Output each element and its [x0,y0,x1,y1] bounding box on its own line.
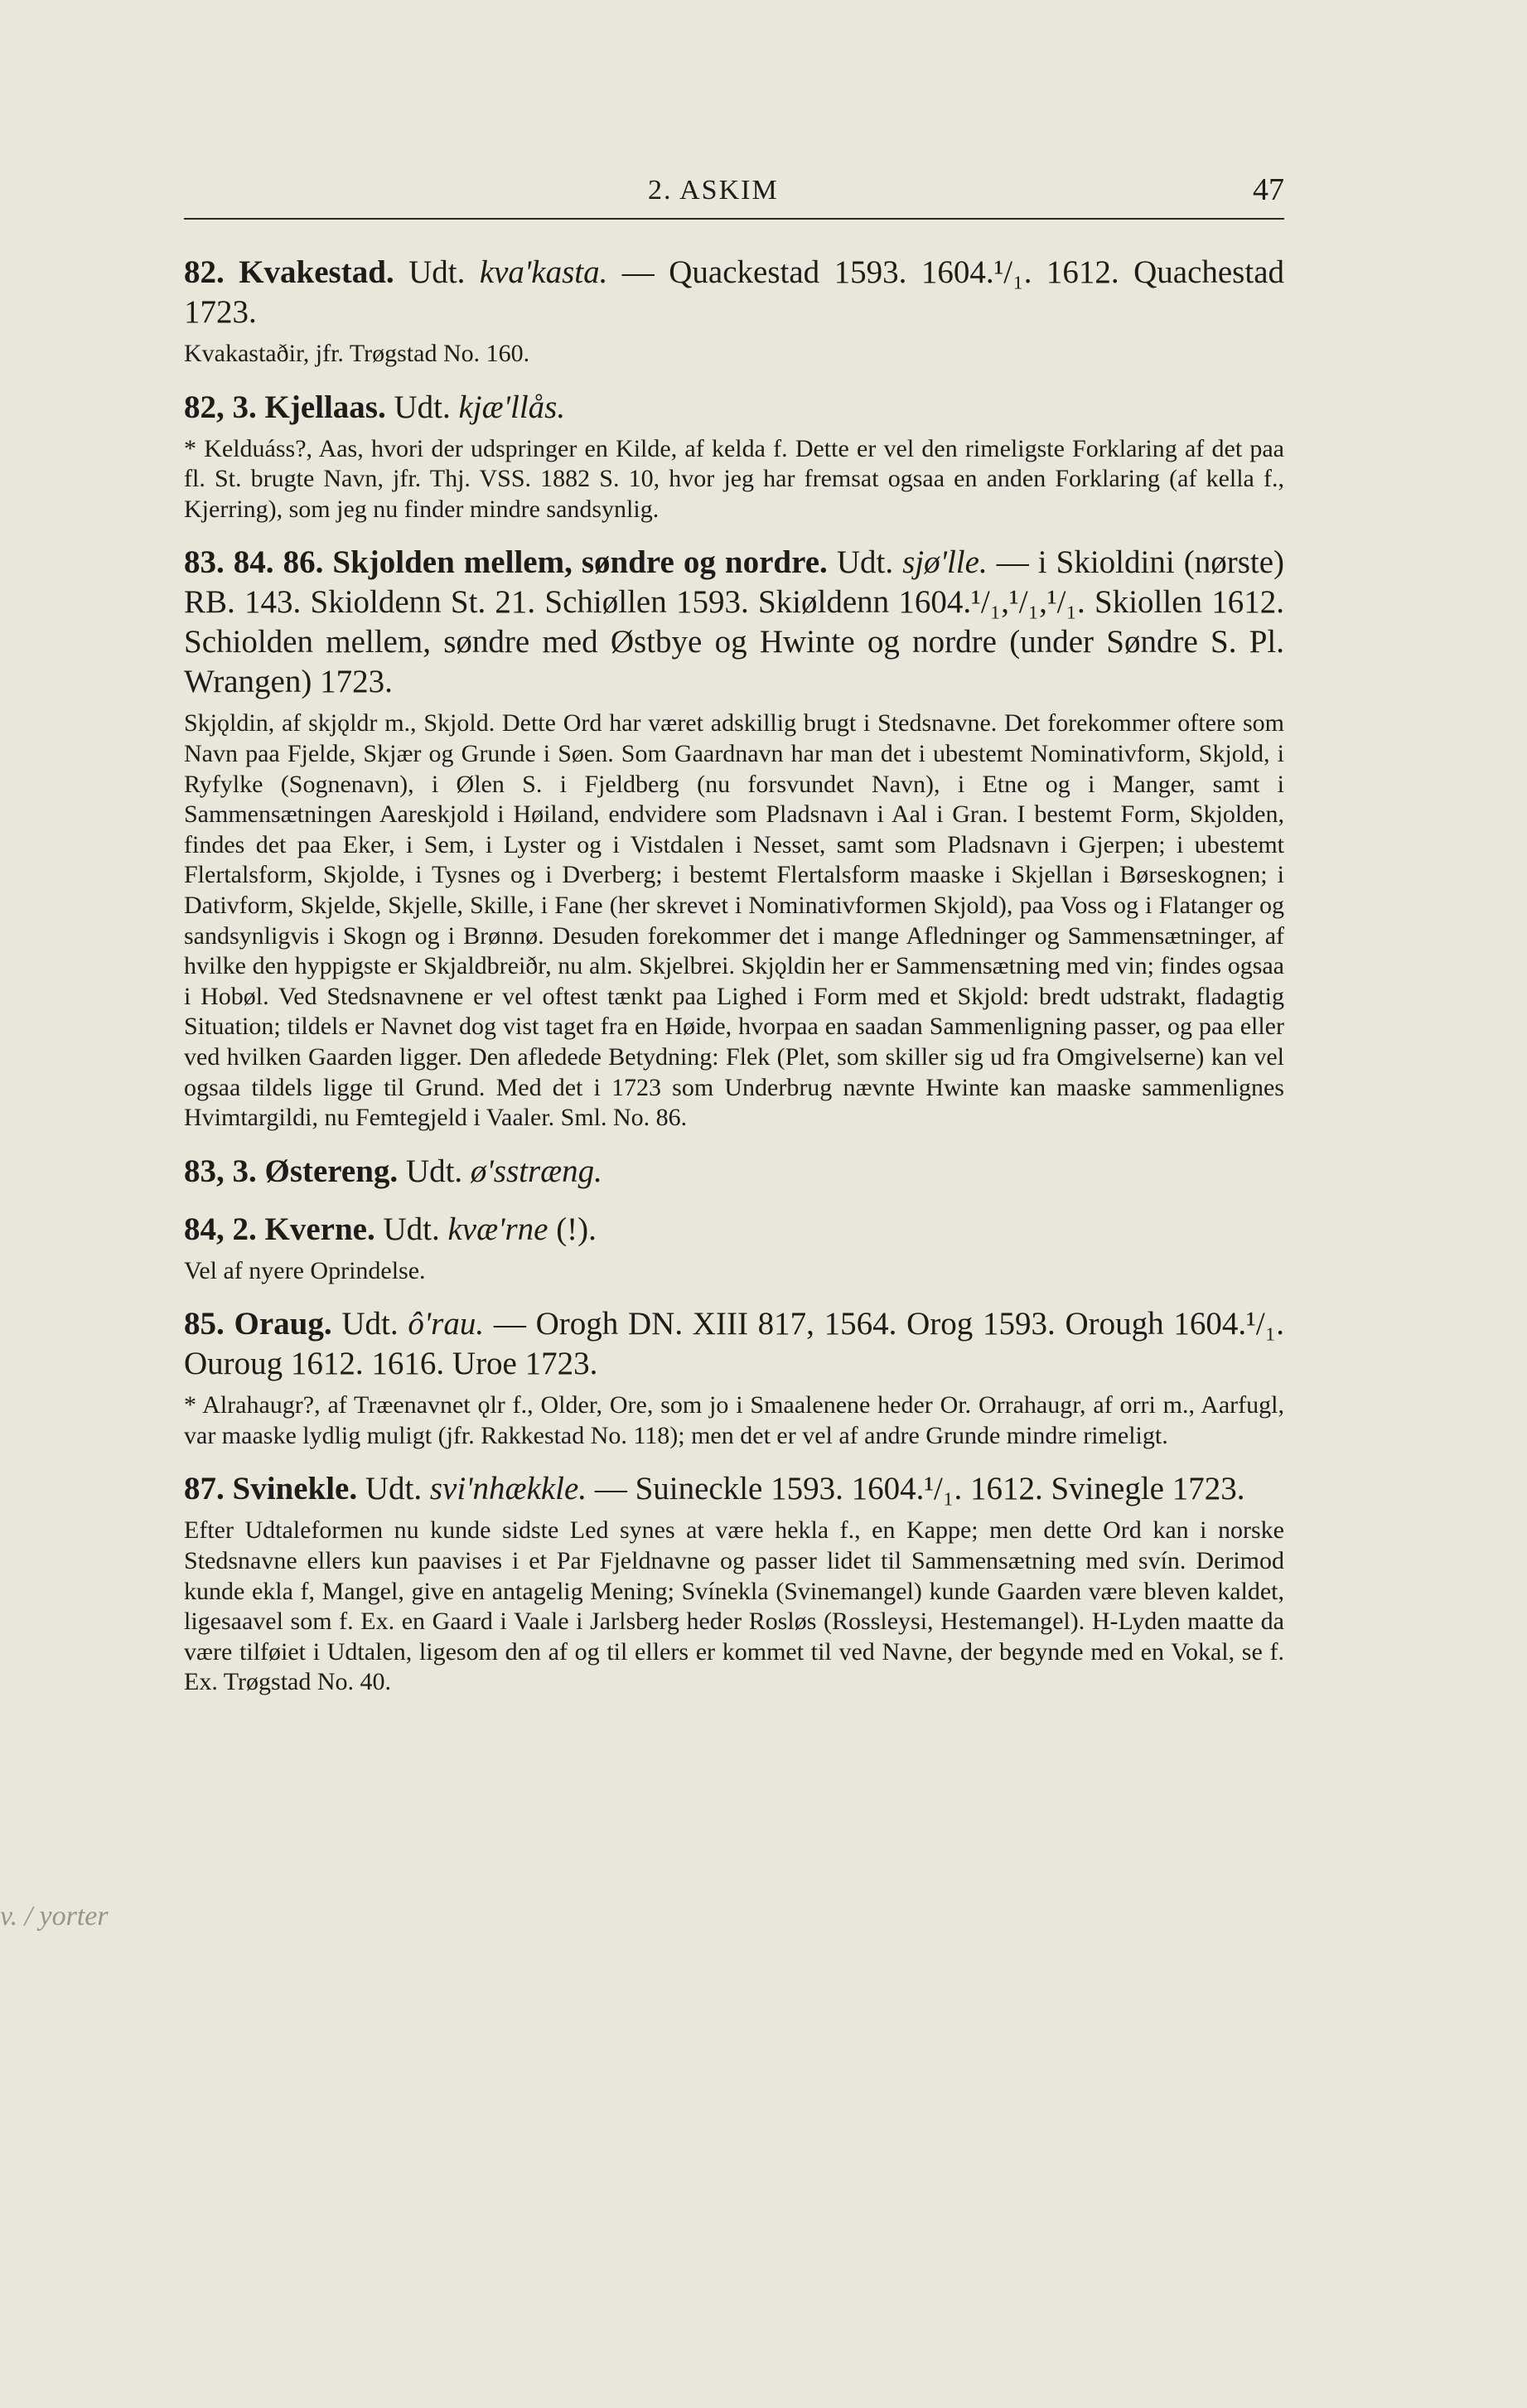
entry-84-2 [184,1210,1284,1287]
entry-name: Kverne. [264,1211,375,1247]
entry-number: 82. [184,254,225,290]
pronunciation: kvæ'rne [447,1211,548,1247]
pronunciation: svi'nhækkle. [429,1471,587,1507]
udt-label: Udt. [836,544,894,581]
entry-name: Oraug. [234,1306,332,1342]
udt-label: Udt. [383,1211,440,1247]
entry-body: Vel af nyere Oprindelse. [184,1256,426,1284]
entry-name: Kvakestad. [239,254,394,290]
udt-label: Udt. [341,1306,399,1342]
entry-name: Kjellaas. [264,389,386,425]
entry-name: Skjolden mellem, søndre og nordre. [332,544,828,581]
entry-83-84-86 [184,543,1284,1133]
entry-body: * Alrahaugr?, af Træenavnet ǫlr f., Older, Ore, som jo i Smaalenene heder Or. Orrahaugr, af orri m., Aarfugl, var maaske lydlig muligt (jfr. Rakkestad No. 118); men det er vel af andre Grunde mindre rimeligt. [184,1391,1284,1449]
entry-name: Østereng. [264,1153,399,1189]
entry-heading [184,253,1284,332]
historical-forms: — Quackestad 1593. 1604.¹/₁. 1612. Quachestad 1723. [184,254,1285,330]
pronunciation: kva'kasta. [479,254,608,290]
page [184,170,1284,1698]
udt-label: Udt. [365,1471,423,1507]
entry-body: * Kelduáss?, Aas, hvori der udspringer en Kilde, af kelda f. Dette er vel den rimeligste Forklaring af det paa fl. St. brugte Navn, jfr. Thj. VSS. 1882 S. 10, hvor jeg har fremsat ogsaa en anden Forklaring (af kella f., Kjerring), som jeg nu finder mindre sandsynlig. [184,434,1284,523]
historical-forms: (!). [548,1211,597,1247]
entry-number: 83. 84. 86. [184,544,324,581]
entry-heading [184,1152,1284,1192]
entry-body: Kvakastaðir, jfr. Trøgstad No. 160. [184,340,530,367]
page-number: 47 [1253,172,1284,207]
historical-forms: — Orogh DN. XIII 817, 1564. Orog 1593. Orough 1604.¹/₁. Ouroug 1612. 1616. Uroe 1723. [184,1306,1285,1382]
margin-pencil-note: v. / yorter [0,1901,109,1932]
udt-label: Udt. [394,389,451,425]
pronunciation: kjæ'llås. [458,389,566,425]
entry-number: 83, 3. [184,1153,257,1189]
entry-body: Skjǫldin, af skjǫldr m., Skjold. Dette Ord har været adskillig brugt i Stedsnavne. Det forekommer oftere som Navn paa Fjelde, Skjær og Grunde i Søen. Som Gaardnavn har man det i ubestemt Nominativform, Skjold, i Ryfylke (Sognenavn), i Ølen S. i Fjeldberg (nu forsvundet Navn), i Etne og i Manger, samt i Sammensætningen Aareskjold i Høiland, endvidere som Pladsnavn i Aal i Gran. I bestemt Form, Skjolden, findes det paa Eker, i Sem, i Lyster og i Vistdalen i Nesset, samt som Pladsnavn i Gjerpen; i ubestemt Flertalsform, Skjolde, i Tysnes og i Dverberg; i bestemt Flertalsform maaske i Skjellan i Børseskognen; i Dativform, Skjelde, Skjelle, Skille, i Fane (her skrevet i Nominativformen Skjold), paa Voss og i Flatanger og sandsynligvis i Skogn og i Brønnø. Desuden forekommer det i mange Afledninger og Sammensætninger, af hvilke den hyppigste er Skjaldbreiðr, nu alm. Skjelbrei. Skjǫldin her er Sammensætning med vin; findes ogsaa i Hobøl. Ved Stedsnavnene er vel oftest tænkt paa Lighed i Form med et Skjold: bredt udstrakt, fladagtig Situation; tildels er Navnet dog vist taget fra en Høide, hvorpaa en saadan Sammenligning passer, og paa eller ved hvilken Gaarden ligger. Den afledede Betydning: Flek (Plet, som skiller sig ud fra Omgivelserne) kan vel ogsaa tildels ligge til Grund. Med det i 1723 som Underbrug nævnte Hwinte kan maaske sammenlignes Hvimtargildi, nu Femtegjeld i Vaaler. Sml. No. 86. [184,709,1284,1132]
entry-heading [184,1210,1284,1250]
entry-number: 85. [184,1306,225,1342]
running-title: 2. ASKIM [648,175,779,206]
entry-82-3 [184,388,1284,525]
pronunciation: sjø'lle. [902,544,988,581]
udt-label: Udt. [405,1153,463,1189]
entry-heading [184,388,1284,428]
historical-forms: — i Skioldini (nørste) RB. 143. Skioldenn St. 21. Schiøllen 1593. Skiøldenn 1604.¹/₁,¹/₁,¹/₁. Skiollen 1612. Schiolden mellem, søndre med Østbye og Hwinte og nordre (under Søndre S. Pl. Wrangen) 1723. [184,544,1285,700]
entry-number: 84, 2. [184,1211,257,1247]
entry-heading [184,543,1284,702]
udt-label: Udt. [408,254,466,290]
entry-82 [184,253,1284,370]
pronunciation: ø'sstræng. [470,1153,602,1189]
entry-83-3 [184,1152,1284,1192]
entry-heading [184,1304,1284,1384]
historical-forms: — Suineckle 1593. 1604.¹/₁. 1612. Svinegle 1723. [587,1471,1245,1507]
entry-number: 87. [184,1471,225,1507]
pronunciation: ô'rau. [408,1306,485,1342]
entry-85 [184,1304,1284,1451]
entry-name: Svinekle. [232,1471,358,1507]
entry-number: 82, 3. [184,389,257,425]
entry-87 [184,1469,1284,1698]
entry-heading [184,1469,1284,1509]
page-header [184,170,1284,220]
entry-body: Efter Udtaleformen nu kunde sidste Led synes at være hekla f., en Kappe; men dette Ord kan i norske Stedsnavne ellers kun paavises i et Par Fjeldnavne og passer lidet til Sammensætning med svín. Derimod kunde ekla f, Mangel, give en antagelig Mening; Svínekla (Svinemangel) kunde Gaarden være bleven kaldet, ligesaavel som f. Ex. en Gaard i Vaale i Jarlsberg heder Rosløs (Rossleysi, Hestemangel). H-Lyden maatte da være tilføiet i Udtalen, ligesom den af og til ellers er kommet til ved Navne, der begynde med en Vokal, se f. Ex. Trøgstad No. 40. [184,1516,1284,1696]
